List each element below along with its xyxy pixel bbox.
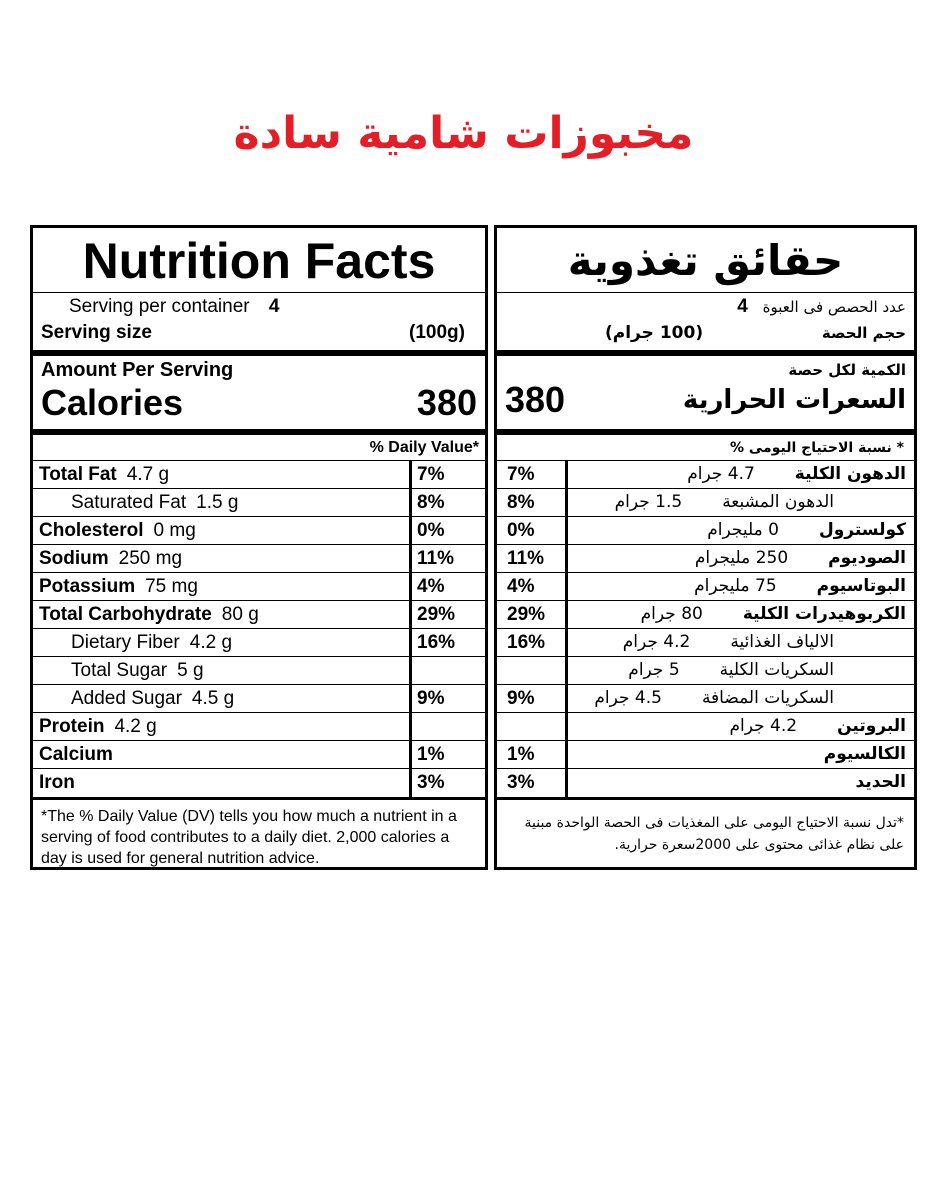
arabic-servings-row bbox=[497, 294, 914, 320]
arabic-nutrient-name bbox=[707, 517, 906, 544]
arabic-nutrient-label: البوتاسيوم bbox=[816, 576, 906, 596]
arabic-nutrient-daily-value: 9% bbox=[507, 688, 535, 709]
arabic-nutrient-amount: 5 جرام bbox=[628, 660, 680, 680]
arabic-nutrient-row bbox=[497, 572, 914, 600]
nutrient-amount: 5 g bbox=[177, 660, 204, 681]
arabic-nutrient-label: الالياف الغذائية bbox=[730, 632, 834, 652]
arabic-nutrient-row bbox=[497, 628, 914, 656]
arabic-nutrient-daily-value: 11% bbox=[507, 548, 544, 569]
arabic-nutrient-label: الحديد bbox=[855, 772, 906, 792]
nutrient-row bbox=[33, 460, 485, 488]
arabic-nutrient-label: السكريات المضافة bbox=[701, 688, 834, 708]
nutrient-row bbox=[33, 600, 485, 628]
arabic-nutrient-amount: 4.2 جرام bbox=[729, 716, 798, 736]
divider bbox=[33, 292, 485, 293]
nutrient-row bbox=[33, 628, 485, 656]
nutrient-name bbox=[39, 461, 169, 488]
arabic-serving-size-label: حجم الحصة bbox=[821, 324, 906, 342]
arabic-nutrient-name bbox=[695, 545, 906, 572]
serving-size-value: (100g) bbox=[409, 322, 465, 343]
nutrient-daily-value: 16% bbox=[417, 632, 456, 653]
nutrient-daily-value: 7% bbox=[417, 464, 445, 485]
arabic-nutrient-amount: 1.5 جرام bbox=[614, 492, 683, 512]
nutrient-amount: 4.5 g bbox=[191, 688, 235, 709]
nutrient-name bbox=[39, 573, 198, 600]
arabic-nutrient-row bbox=[497, 600, 914, 628]
arabic-nutrient-label: كولسترول bbox=[818, 520, 906, 540]
divider-thick bbox=[33, 350, 485, 356]
serving-size-row bbox=[33, 320, 485, 346]
arabic-serving-size-row bbox=[497, 320, 914, 346]
arabic-nutrient-label: الكربوهيدرات الكلية bbox=[742, 604, 906, 624]
nutrient-row bbox=[33, 572, 485, 600]
nutrient-daily-value: 8% bbox=[417, 492, 445, 513]
nutrient-row bbox=[33, 712, 485, 740]
arabic-amount-per-serving: الكمية لكل حصة bbox=[788, 361, 906, 379]
amount-per-serving: Amount Per Serving bbox=[41, 359, 234, 381]
arabic-nutrient-daily-value: 0% bbox=[507, 520, 535, 541]
arabic-servings-value: 4 bbox=[737, 296, 748, 317]
divider bbox=[497, 292, 914, 293]
arabic-nutrient-row bbox=[497, 656, 914, 684]
arabic-nutrient-row bbox=[497, 712, 914, 740]
arabic-calories-value: 380 bbox=[505, 379, 566, 420]
nutrient-name bbox=[39, 741, 123, 768]
servings-label: Serving per container bbox=[69, 296, 250, 317]
nutrient-name bbox=[71, 657, 204, 684]
nutrient-name bbox=[39, 713, 157, 740]
arabic-nutrient-label: السكريات الكلية bbox=[719, 660, 834, 680]
arabic-nutrient-daily-value: 16% bbox=[507, 632, 546, 653]
arabic-daily-value-header: * نسبة الاحتياج اليومى % bbox=[729, 440, 904, 456]
nutrient-label: Added Sugar bbox=[71, 688, 182, 709]
arabic-nutrient-row bbox=[497, 768, 914, 796]
arabic-nutrient-row bbox=[497, 740, 914, 768]
servings-value: 4 bbox=[268, 296, 280, 317]
nutrient-name bbox=[39, 517, 196, 544]
nutrient-label: Total Fat bbox=[39, 464, 117, 485]
nutrient-daily-value: 3% bbox=[417, 772, 445, 793]
arabic-nutrient-daily-value: 1% bbox=[507, 744, 535, 765]
calories-row bbox=[33, 381, 485, 425]
arabic-nutrient-daily-value: 8% bbox=[507, 492, 535, 513]
nutrient-amount: 4.2 g bbox=[114, 716, 157, 737]
footnote: *The % Daily Value (DV) tells you how much a nutrient in a serving of food contributes to a daily diet. 2,000 calories a day is used for general nutrition advice. bbox=[41, 808, 457, 867]
calories-label: Calories bbox=[41, 382, 184, 423]
nutrient-daily-value: 1% bbox=[417, 744, 445, 765]
nutrient-name bbox=[39, 769, 85, 796]
nutrient-name bbox=[71, 489, 238, 516]
nutrient-row bbox=[33, 488, 485, 516]
arabic-nutrient-name bbox=[694, 573, 906, 600]
nutrient-label: Saturated Fat bbox=[71, 492, 187, 513]
daily-value-header: % Daily Value* bbox=[369, 439, 479, 456]
arabic-nutrient-name bbox=[623, 629, 834, 656]
english-nutrition-panel bbox=[30, 225, 488, 870]
arabic-nutrient-amount: 4.2 جرام bbox=[622, 632, 691, 652]
nutrient-label: Calcium bbox=[39, 744, 113, 765]
arabic-calories-row bbox=[497, 374, 914, 426]
nutrient-amount: 75 mg bbox=[145, 576, 198, 597]
nutrient-name bbox=[39, 545, 182, 572]
divider-medium bbox=[497, 797, 914, 800]
nutrient-daily-value: 29% bbox=[417, 604, 456, 625]
nutrient-amount: 0 mg bbox=[153, 520, 196, 541]
servings-per-container bbox=[33, 294, 485, 320]
nutrient-table bbox=[33, 460, 485, 798]
arabic-servings-label: عدد الحصص فى العبوة bbox=[762, 298, 906, 316]
nutrient-row bbox=[33, 516, 485, 544]
nutrient-daily-value: 11% bbox=[417, 548, 454, 569]
arabic-nutrient-row bbox=[497, 684, 914, 712]
divider-thick bbox=[497, 350, 914, 356]
nutrient-amount: 250 mg bbox=[118, 548, 183, 569]
nutrient-label: Sodium bbox=[39, 548, 109, 569]
arabic-nutrient-label: الدهون المشبعة bbox=[722, 492, 834, 512]
arabic-nutrient-amount: 0 مليجرام bbox=[707, 520, 779, 540]
nutrient-amount: 1.5 g bbox=[196, 492, 239, 513]
arabic-nutrient-row bbox=[497, 544, 914, 572]
nutrient-name bbox=[71, 629, 232, 656]
arabic-nutrient-row bbox=[497, 488, 914, 516]
arabic-nutrition-panel bbox=[494, 225, 917, 870]
arabic-nutrient-name bbox=[641, 601, 906, 628]
nutrient-amount: 4.7 g bbox=[126, 464, 170, 485]
nutrient-amount: 4.2 g bbox=[189, 632, 233, 653]
arabic-nutrient-name bbox=[687, 461, 906, 488]
serving-size-label: Serving size bbox=[41, 322, 152, 343]
arabic-nutrient-amount: 4.7 جرام bbox=[687, 464, 755, 484]
arabic-nutrient-daily-value: 29% bbox=[507, 604, 546, 625]
arabic-nutrient-amount: 80 جرام bbox=[640, 604, 703, 624]
arabic-nutrient-amount: 4.5 جرام bbox=[594, 688, 662, 708]
arabic-nutrient-label: الكالسيوم bbox=[823, 744, 906, 764]
arabic-nutrient-daily-value: 7% bbox=[507, 464, 535, 485]
nutrient-row bbox=[33, 768, 485, 796]
arabic-nutrient-daily-value: 3% bbox=[507, 772, 535, 793]
nutrient-row bbox=[33, 544, 485, 572]
arabic-nutrient-name bbox=[615, 489, 834, 516]
arabic-nutrient-amount: 250 مليجرام bbox=[694, 548, 789, 568]
nutrient-row bbox=[33, 684, 485, 712]
arabic-nutrient-daily-value: 4% bbox=[507, 576, 535, 597]
arabic-nutrient-name bbox=[594, 685, 834, 712]
nutrient-label: Iron bbox=[39, 772, 75, 793]
arabic-nutrient-label: البروتين bbox=[837, 716, 906, 736]
arabic-nutrient-table bbox=[497, 460, 914, 798]
arabic-footnote: *تدل نسبة الاحتياج اليومى على المغذيات فى الحصة الواحدة مبنية على نظام غذائى محتوى على 2000سعرة حرارية. bbox=[524, 815, 904, 853]
arabic-nutrient-name bbox=[816, 769, 907, 796]
arabic-nutrient-label: الدهون الكلية bbox=[794, 464, 906, 484]
arabic-facts-title: حقائق تغذوية bbox=[567, 236, 844, 285]
arabic-nutrient-amount: 75 مليجرام bbox=[694, 576, 777, 596]
nutrient-daily-value: 0% bbox=[417, 520, 445, 541]
arabic-nutrient-row bbox=[497, 460, 914, 488]
arabic-calories-label: السعرات الحرارية bbox=[682, 385, 906, 415]
nutrient-amount: 80 g bbox=[221, 604, 259, 625]
nutrient-name bbox=[71, 685, 234, 712]
nutrient-label: Total Carbohydrate bbox=[39, 604, 212, 625]
arabic-nutrient-name bbox=[729, 713, 906, 740]
arabic-nutrient-name bbox=[628, 657, 834, 684]
nutrient-daily-value: 9% bbox=[417, 688, 445, 709]
divider-medium bbox=[33, 797, 485, 800]
nutrient-row bbox=[33, 656, 485, 684]
arabic-nutrient-label: الصوديوم bbox=[828, 548, 906, 568]
arabic-serving-size-value: (100 جرام) bbox=[605, 323, 704, 343]
nutrient-row bbox=[33, 740, 485, 768]
calories-value: 380 bbox=[416, 382, 477, 423]
nutrition-facts-title: Nutrition Facts bbox=[82, 233, 436, 289]
nutrient-label: Total Sugar bbox=[71, 660, 168, 681]
page-title: مخبوزات شامية سادة bbox=[233, 108, 694, 159]
nutrient-name bbox=[39, 601, 259, 628]
nutrient-label: Cholesterol bbox=[39, 520, 144, 541]
nutrient-label: Dietary Fiber bbox=[71, 632, 180, 653]
nutrient-label: Potassium bbox=[39, 576, 136, 597]
nutrient-label: Protein bbox=[39, 716, 105, 737]
nutrient-daily-value: 4% bbox=[417, 576, 445, 597]
arabic-nutrient-name bbox=[784, 741, 906, 768]
arabic-nutrient-row bbox=[497, 516, 914, 544]
